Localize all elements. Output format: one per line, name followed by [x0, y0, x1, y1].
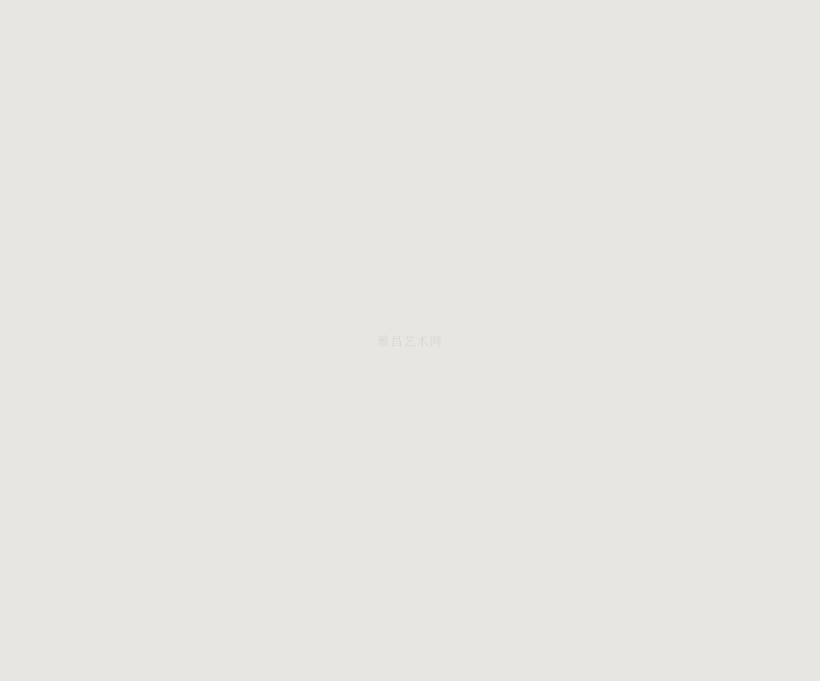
- watermark: 雅昌艺术网: [377, 334, 443, 348]
